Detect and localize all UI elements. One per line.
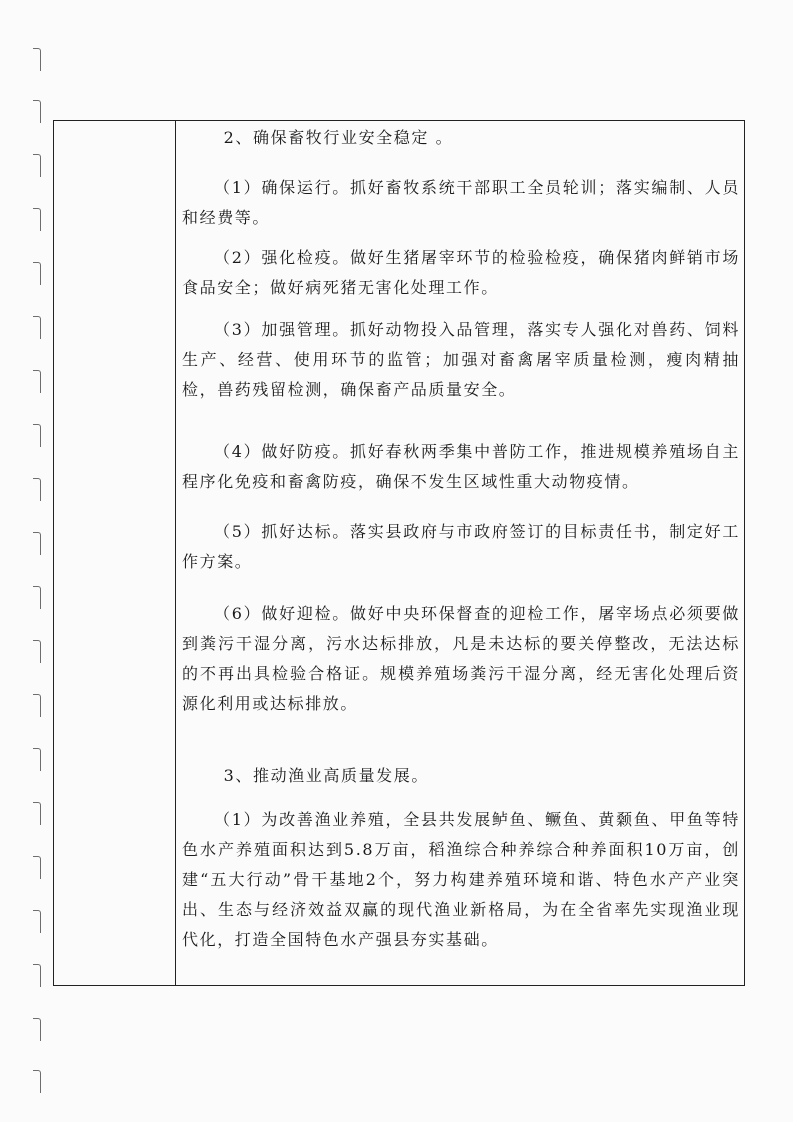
binding-hole-mark xyxy=(33,478,41,501)
paragraph-epidemic-prevention: （4）做好防疫。抓好春秋两季集中普防工作，推进规模养殖场自主程序化免疫和畜禽防疫，确保不发生区域性重大动物疫情。 xyxy=(182,442,740,491)
binding-hole-mark xyxy=(33,586,41,609)
binding-hole-mark xyxy=(33,856,41,879)
paragraph-strengthen-management: （3）加强管理。抓好动物投入品管理，落实专人强化对兽药、饲料生产、经营、使用环节的监管；加强对畜禽屠宰质量检测，瘦肉精抽检，兽药残留检测，确保畜产品质量安全。 xyxy=(182,320,740,399)
binding-hole-mark xyxy=(33,532,41,555)
binding-hole-mark xyxy=(33,208,41,231)
paragraph-meet-targets: （5）抓好达标。落实县政府与市政府签订的目标责任书，制定好工作方案。 xyxy=(182,522,740,571)
label-column-cell xyxy=(54,121,176,985)
binding-hole-mark xyxy=(33,694,41,717)
section-heading-fishery-development: 3、推动渔业高质量发展。 xyxy=(223,766,429,785)
binding-hole-mark xyxy=(33,424,41,447)
section-heading-livestock-safety: 2、确保畜牧行业安全稳定 。 xyxy=(223,128,454,147)
binding-hole-mark xyxy=(33,100,41,123)
binding-hole-mark xyxy=(33,910,41,933)
binding-hole-mark xyxy=(33,1070,41,1093)
binding-hole-mark xyxy=(33,262,41,285)
paragraph-ensure-operation: （1）确保运行。抓好畜牧系统干部职工全员轮训；落实编制、人员和经费等。 xyxy=(182,178,740,227)
binding-hole-mark xyxy=(33,370,41,393)
binding-hole-mark xyxy=(33,802,41,825)
paragraph-aquaculture: （1）为改善渔业养殖，全县共发展鲈鱼、鳜鱼、黄颡鱼、甲鱼等特色水产养殖面积达到5.8万亩，稻渔综合种养综合种养面积10万亩，创建“五大行动”骨干基地2个，努力构建养殖环境和谐、特色水产产业突出、生态与经济效益双赢的现代渔业新格局，为在全省率先实现渔业现代化，打造全国特色水产强县夯实基础。 xyxy=(182,810,740,949)
paragraph-inspection-readiness: （6）做好迎检。做好中央环保督查的迎检工作，屠宰场点必须要做到粪污干湿分离，污水达标排放，凡是未达标的要关停整改，无法达标的不再出具检验合格证。规模养殖场粪污干湿分离，经无害化处理后资源化利用或达标排放。 xyxy=(182,604,740,713)
binding-hole-mark xyxy=(33,748,41,771)
binding-hole-mark xyxy=(33,154,41,177)
binding-hole-mark xyxy=(33,48,41,71)
paragraph-quarantine: （2）强化检疫。做好生猪屠宰环节的检验检疫，确保猪肉鲜销市场食品安全；做好病死猪无害化处理工作。 xyxy=(182,248,740,297)
binding-hole-mark xyxy=(33,316,41,339)
binding-hole-mark xyxy=(33,1018,41,1041)
binding-hole-mark xyxy=(33,640,41,663)
form-table xyxy=(53,120,745,986)
binding-hole-mark xyxy=(33,964,41,987)
binding-margin xyxy=(0,0,60,1122)
